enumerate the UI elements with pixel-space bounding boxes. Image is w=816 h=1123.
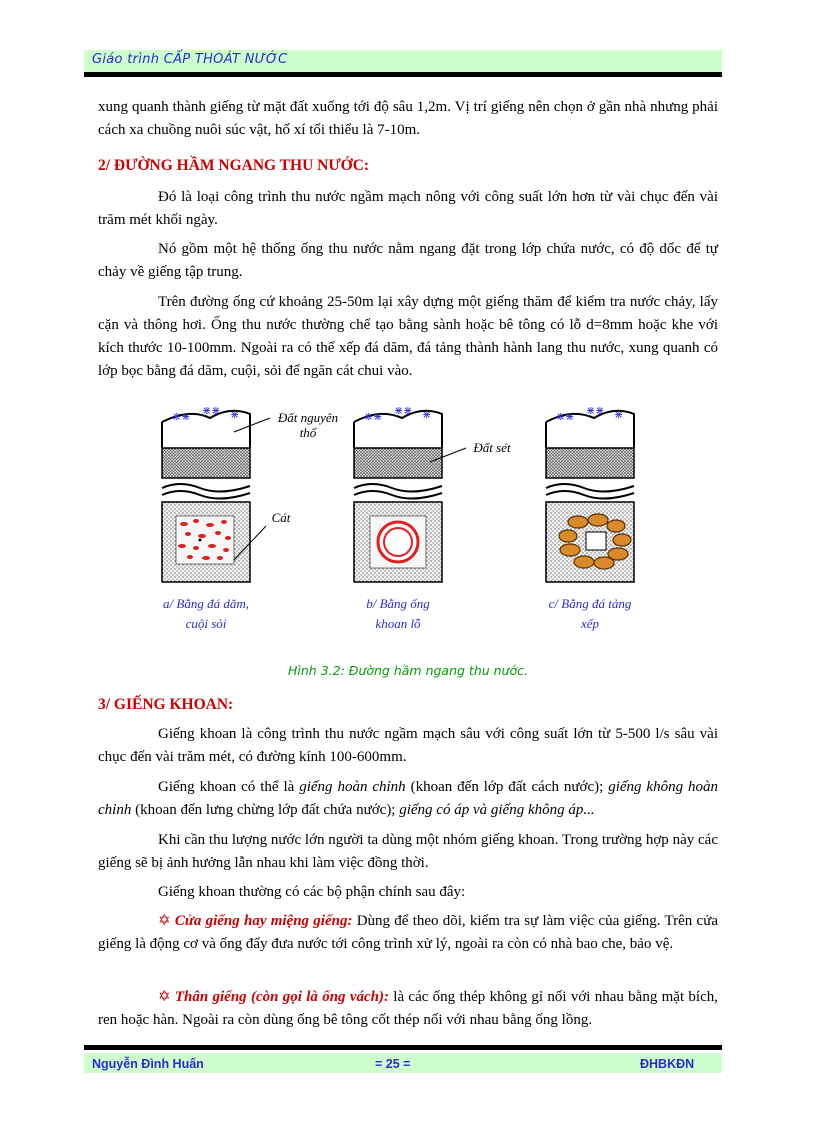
- header-title: Giáo trình CẤP THOÁT NƯỚC: [92, 52, 288, 67]
- panel-c: [546, 405, 634, 582]
- intro-paragraph: xung quanh thành giếng từ mặt đất xuống tới độ sâu 1,2m. Vị trí giếng nên chọn ở gần nhà nhưng phải cách xa chuồng nuôi súc vật, hố xí tối thiểu là 7-10m.: [98, 99, 718, 138]
- panel-b: [354, 405, 466, 582]
- section3-paragraph-3: Khi cần thu lượng nước lớn người ta dùng một nhóm giếng khoan. Trong trường hợp này các giếng sẽ bị ảnh hưởng lẫn nhau khi làm việc đồng thời.: [98, 832, 718, 871]
- label-undisturbed-soil: Đất nguyên thổ: [277, 410, 339, 440]
- svg-text:⋇⋇: ⋇⋇: [202, 405, 221, 417]
- bullet-well-mouth: ✡ Cửa giếng hay miệng giếng: Dùng để theo dõi, kiểm tra sự làm việc của giếng. Trên cửa giếng là động cơ và ống đẩy đưa nước tới công trình xử lý, ngoài ra còn có nhà bao che, bảo vệ.: [98, 913, 718, 952]
- svg-text:⋇⋇: ⋇⋇: [172, 411, 191, 423]
- caption-panel-c: c/ Bằng đá tảng xếp: [548, 596, 632, 631]
- section2-heading: 2/ ĐƯỜNG HẦM NGANG THU NƯỚC:: [98, 157, 370, 174]
- section2-paragraph-3: Trên đường ống cứ khoảng 25-50m lại xây dựng một giếng thăm để kiểm tra nước chảy, lấy cặn và thông hơi. Ống thu nước thường chế tạo bằng sành hoặc bê tông có lỗ d=8mm hoặc khe với kích thước 10-100mm. Ngoài ra có thể xếp đá dăm, đá tảng thành hành lang thu nước, xung quanh có lớp bọc bằng đá dăm, cuội, sỏi để ngăn cát chui vào.: [98, 294, 718, 379]
- svg-text:⋇⋇: ⋇⋇: [394, 405, 413, 417]
- svg-text:⋇⋇: ⋇⋇: [586, 405, 605, 417]
- footer-organization: ĐHBKĐN: [640, 1057, 695, 1071]
- svg-text:⋇: ⋇: [422, 409, 432, 421]
- bullet-well-body: ✡ Thân giếng (còn gọi là ống vách): là các ống thép không gỉ nối với nhau bằng mặt bích, ren hoặc hàn. Ngoài ra còn dùng ống bê tông cốt thép nối với nhau bằng ống lồng.: [98, 989, 718, 1028]
- header-rule: [84, 72, 722, 77]
- footer-page-number: = 25 =: [375, 1057, 411, 1071]
- star-icon: ✡: [158, 913, 171, 929]
- panel-a: [162, 405, 270, 582]
- svg-text:⋇: ⋇: [614, 409, 624, 421]
- caption-panel-a: a/ Bằng đá dăm, cuội sỏi: [163, 596, 249, 631]
- section2-paragraph-1: Đó là loại công trình thu nước ngầm mạch nông với công suất lớn hơn từ vài chục đến vài trăm mét khối ngày.: [98, 189, 718, 228]
- figure-tunnel-diagrams: [150, 400, 670, 640]
- svg-text:⋇: ⋇: [230, 409, 240, 421]
- caption-panel-b: b/ Bằng ống khoan lỗ: [366, 596, 430, 631]
- label-clay: Đất sét: [473, 440, 511, 455]
- svg-text:⋇⋇: ⋇⋇: [556, 411, 575, 423]
- section3-paragraph-2: Giếng khoan có thể là giếng hoàn chỉnh (khoan đến lớp đất cách nước); giếng không hoàn chỉnh (khoan đến lưng chừng lớp đất chứa nước); giếng có áp và giếng không áp...: [98, 779, 719, 818]
- star-icon: ✡: [158, 989, 171, 1005]
- section3-paragraph-4: Giếng khoan thường có các bộ phận chính sau đây:: [158, 884, 466, 900]
- figure-caption: Hình 3.2: Đường hầm ngang thu nước.: [288, 663, 528, 678]
- section2-paragraph-2: Nó gồm một hệ thống ống thu nước nằm ngang đặt trong lớp chứa nước, có độ dốc để tự chảy về giếng tập trung.: [98, 241, 718, 280]
- section3-heading: 3/ GIẾNG KHOAN:: [98, 696, 234, 713]
- svg-text:⋇⋇: ⋇⋇: [364, 411, 383, 423]
- footer-rule: [84, 1045, 722, 1050]
- footer-author: Nguyễn Đình Huấn: [92, 1057, 204, 1071]
- section3-paragraph-1: Giếng khoan là công trình thu nước ngầm mạch sâu với công suất lớn từ 5-500 l/s sâu vài chục đến vài trăm mét, có đường kính 100-600mm.: [98, 726, 718, 765]
- label-sand: Cát: [271, 510, 291, 525]
